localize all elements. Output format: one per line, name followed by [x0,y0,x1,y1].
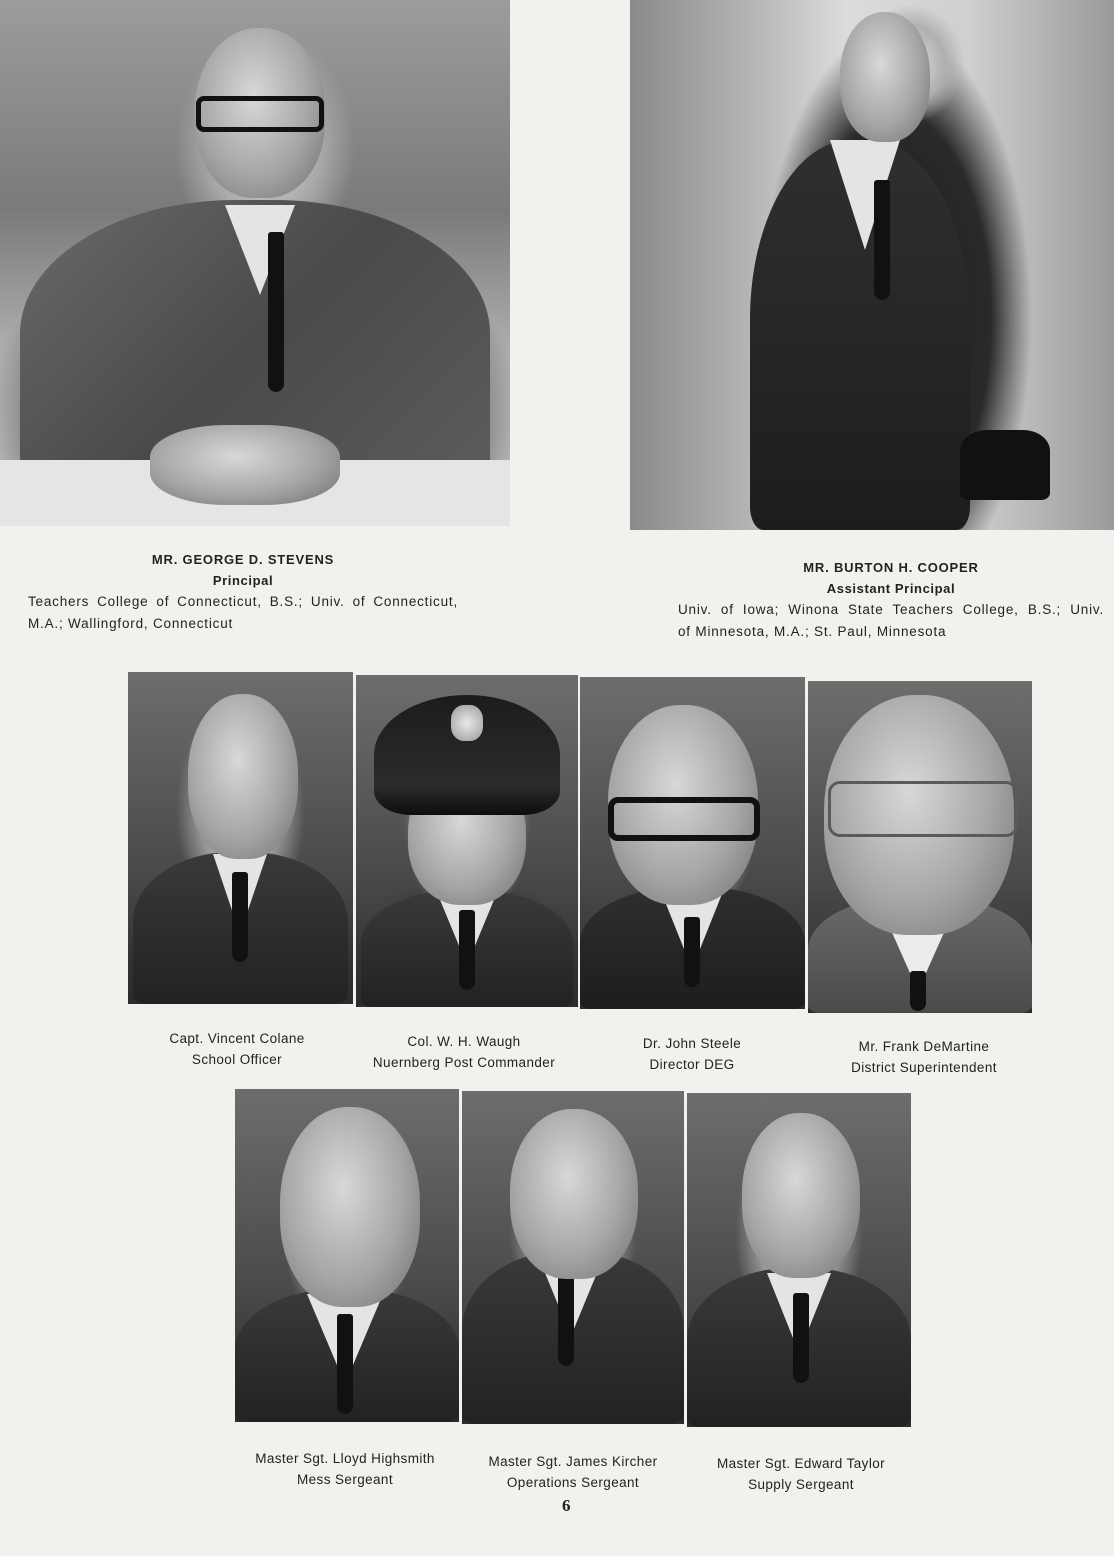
leader-name: MR. BURTON H. COOPER [803,560,979,575]
sergeant-name: Master Sgt. Lloyd Highsmith [255,1451,435,1466]
caption-waugh [356,1031,572,1073]
caption-stevens [28,549,458,635]
official-role: School Officer [191,1052,283,1067]
photo-steele [580,677,805,1009]
caption-cooper [678,557,1104,643]
official-role: Director DEG [649,1057,735,1072]
caption-highsmith [235,1448,455,1490]
photo-highsmith [235,1089,459,1422]
sergeant-role: Operations Sergeant [506,1475,640,1490]
sergeant-role: Supply Sergeant [748,1477,854,1492]
caption-demartine [812,1036,1036,1078]
photo-cooper [630,0,1114,530]
caption-steele [580,1033,804,1075]
sergeant-name: Master Sgt. James Kircher [488,1454,658,1469]
official-role: Nuernberg Post Commander [372,1055,556,1070]
official-name: Capt. Vincent Colane [169,1031,305,1046]
official-role: District Superintendent [851,1060,997,1075]
sergeant-name: Master Sgt. Edward Taylor [716,1456,886,1471]
caption-kircher [462,1451,684,1493]
caption-taylor [690,1453,912,1495]
leader-detail: M.A.; Wallingford, Connecticut [28,616,234,631]
official-name: Col. W. H. Waugh [407,1034,521,1049]
photo-kircher [462,1091,684,1424]
leader-detail: Teachers College of Connecticut, B.S.; Univ. of Connecticut, [28,594,458,609]
photo-waugh [356,675,578,1007]
leader-detail: Univ. of Iowa; Winona State Teachers College, B.S.; Univ. [678,602,1104,617]
leader-title: Principal [212,573,274,588]
photo-stevens [0,0,510,526]
leader-title: Assistant Principal [826,581,956,596]
official-name: Mr. Frank DeMartine [858,1039,990,1054]
leader-detail: of Minnesota, M.A.; St. Paul, Minnesota [678,624,947,639]
photo-colane [128,672,353,1004]
photo-taylor [687,1093,911,1427]
leader-name: MR. GEORGE D. STEVENS [151,552,335,567]
official-name: Dr. John Steele [642,1036,742,1051]
page-number: 6 [562,1496,571,1515]
caption-colane [128,1028,346,1070]
sergeant-role: Mess Sergeant [297,1472,393,1487]
photo-demartine [808,681,1032,1013]
